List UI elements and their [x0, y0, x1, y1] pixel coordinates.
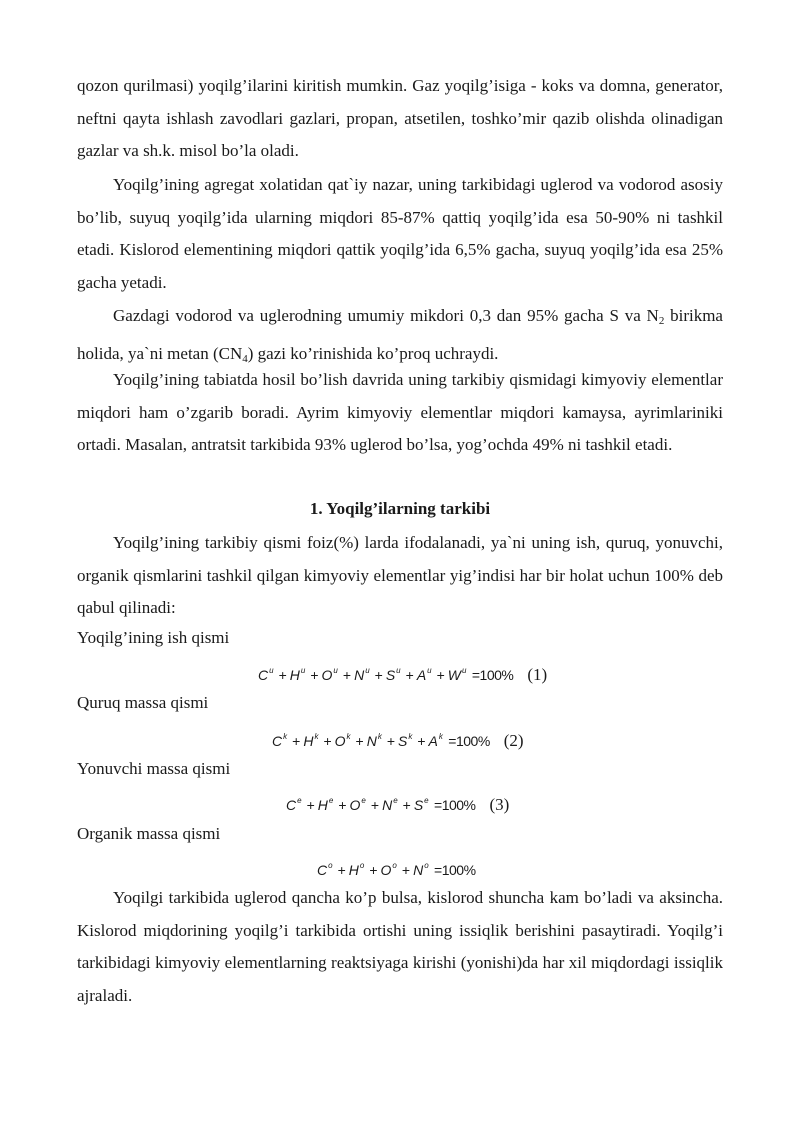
- gas-text-mid: birikma holida, ya`ni metan (CN: [77, 306, 723, 363]
- gas-text-before: Gazdagi vodorod va uglerodning umumiy mikdori 0,3 dan 95% gacha S va N: [113, 306, 659, 325]
- element-symbol: N: [413, 862, 424, 878]
- paragraph-composition: Yoqilg’ining tarkibiy qismi foiz(%) larda ifodalanadi, ya`ni uning ish, quruq, yonuvchi, organik qismlarini tashkil qilgan kimyoviy elementlar yig’indisi har bir holat uchun 100% deb qabul qilinadi:: [77, 533, 723, 618]
- formula-label-combustible: Yonuvchi massa qismi: [77, 759, 231, 778]
- equation-number: (1): [527, 665, 548, 684]
- element-symbol: H: [289, 667, 300, 683]
- plus-sign: +: [374, 667, 383, 683]
- mass-basis-superscript: o: [424, 861, 429, 870]
- element-symbol: N: [354, 667, 365, 683]
- mass-basis-superscript: k: [314, 732, 319, 741]
- plus-sign: +: [436, 667, 445, 683]
- formula-working-mass: [258, 659, 547, 687]
- section-heading: 1. Yoqilg’ilarning tarkibi: [309, 499, 491, 518]
- mass-basis-superscript: u: [396, 666, 401, 675]
- gas-text-after: ) gazi ko’rinishida ko’proq uchraydi.: [247, 343, 499, 363]
- mass-basis-superscript: k: [346, 732, 351, 741]
- element-symbol: O: [380, 862, 392, 878]
- element-symbol: H: [317, 797, 328, 813]
- formula-label-organic: Organik massa qismi: [77, 824, 221, 843]
- paragraph-gas-fuels: qozon qurilmasi) yoqilg’ilarini kiritish mumkin. Gaz yoqilg’isiga - koks va domna, generator, neftni qayta ishlash zavodlari gazlari, propan, atsetilen, toshko’mir qazib olishda olinadigan gazlar va sh.k. misol bo’la oladi.: [77, 76, 723, 161]
- mass-basis-superscript: u: [333, 666, 338, 675]
- plus-sign: +: [405, 667, 414, 683]
- paragraph-carbon-hydrogen: Yoqilg’ining agregat xolatidan qat`iy nazar, uning tarkibidagi uglerod va vodorod asosiy bo’lib, suyuq yoqilg’ida ularning miqdori 85-87% qattiq yoqilg’ida esa 50-90% ni tashkil etadi. Kislorod elementining miqdori qattik yoqilg’ida 6,5% gacha, suyuq yoqilg’ida esa 25% gacha yetadi.: [77, 175, 723, 292]
- mass-basis-superscript: e: [361, 796, 366, 805]
- element-symbol: S: [385, 667, 396, 683]
- formula-combustible-mass: [286, 789, 509, 817]
- plus-sign: +: [355, 733, 364, 749]
- mass-basis-superscript: u: [269, 666, 274, 675]
- mass-basis-superscript: u: [365, 666, 370, 675]
- plus-sign: +: [401, 862, 411, 878]
- formula-label-dry: Quruq massa qismi: [77, 693, 209, 712]
- plus-sign: +: [386, 733, 396, 749]
- subscript-4: 4: [242, 352, 248, 365]
- element-symbol: S: [398, 733, 408, 749]
- mass-basis-superscript: u: [427, 666, 432, 675]
- plus-sign: +: [402, 797, 411, 813]
- plus-sign: +: [306, 797, 315, 813]
- element-symbol: N: [382, 797, 393, 813]
- equation-number: (2): [503, 731, 524, 750]
- equation-number: (3): [489, 795, 510, 814]
- element-symbol: A: [416, 667, 427, 683]
- mass-basis-superscript: k: [377, 732, 382, 741]
- element-symbol: C: [286, 797, 297, 813]
- formula-dry-mass: [272, 725, 524, 753]
- element-symbol: W: [447, 667, 462, 683]
- plus-sign: +: [337, 862, 346, 878]
- mass-basis-superscript: o: [328, 861, 333, 870]
- mass-basis-superscript: o: [392, 861, 397, 870]
- plus-sign: +: [370, 797, 380, 813]
- plus-sign: +: [310, 667, 319, 683]
- element-symbol: A: [428, 733, 438, 749]
- subscript-2: 2: [658, 315, 665, 327]
- formula-result: =100%: [444, 733, 490, 749]
- formula-result: =100%: [430, 797, 476, 813]
- mass-basis-superscript: o: [359, 861, 365, 870]
- plus-sign: +: [369, 862, 378, 878]
- mass-basis-superscript: k: [438, 732, 443, 741]
- element-symbol: O: [334, 733, 346, 749]
- plus-sign: +: [417, 733, 426, 749]
- formula-label-working: Yoqilg’ining ish qismi: [77, 628, 230, 647]
- mass-basis-superscript: u: [462, 666, 467, 675]
- element-symbol: S: [413, 797, 424, 813]
- mass-basis-superscript: e: [393, 796, 398, 805]
- element-symbol: C: [272, 733, 283, 749]
- paragraph-formation: Yoqilg’ining tabiatda hosil bo’lish davrida uning tarkibiy qismidagi kimyoviy elementlar miqdori ham o’zgarib boradi. Ayrim kimyoviy elementlar miqdori kamaysa, ayrimlariniki ortadi. Masalan, antratsit tarkibida 93% uglerod bo’lsa, yog’ochda 49% ni tashkil etadi.: [77, 370, 723, 455]
- element-symbol: H: [348, 862, 359, 878]
- plus-sign: +: [338, 797, 347, 813]
- element-symbol: O: [349, 797, 361, 813]
- plus-sign: +: [323, 733, 332, 749]
- mass-basis-superscript: k: [283, 732, 288, 741]
- formula-result: =100%: [430, 862, 476, 878]
- element-symbol: H: [303, 733, 314, 749]
- paragraph-oxygen-effect: Yoqilgi tarkibida uglerod qancha ko’p bulsa, kislorod shuncha kam bo’ladi va aksincha. Kislorod miqdorining yoqilg’i tarkibida ortishi uning issiqlik berishini pasaytiradi. Yoqilg’i tarkibidagi kimyoviy elementlarning reaktsiyaga kirishi (yonishi)da har xil miqdordagi issiqlik ajraladi.: [77, 888, 723, 1005]
- mass-basis-superscript: k: [408, 732, 413, 741]
- element-symbol: C: [258, 667, 269, 683]
- formula-result: =100%: [468, 667, 514, 683]
- plus-sign: +: [342, 667, 352, 683]
- mass-basis-superscript: e: [328, 796, 334, 805]
- plus-sign: +: [292, 733, 301, 749]
- element-symbol: N: [366, 733, 377, 749]
- mass-basis-superscript: e: [297, 796, 302, 805]
- element-symbol: C: [317, 862, 328, 878]
- element-symbol: O: [321, 667, 333, 683]
- mass-basis-superscript: u: [300, 666, 306, 675]
- mass-basis-superscript: e: [424, 796, 429, 805]
- formula-organic-mass: [317, 854, 476, 882]
- plus-sign: +: [278, 667, 287, 683]
